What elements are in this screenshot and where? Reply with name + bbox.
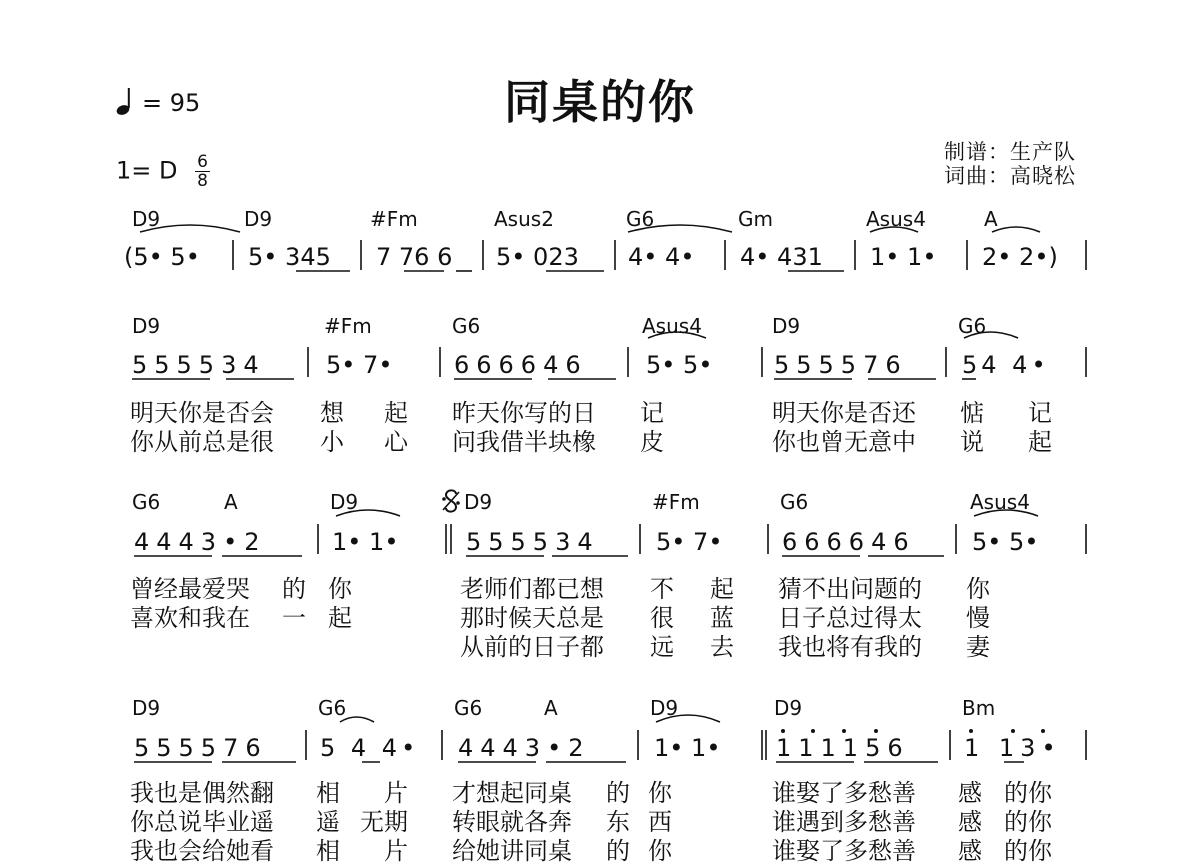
lyric-syllable: 的 <box>606 779 630 807</box>
lyric-syllable: 问我借半块橡 <box>452 428 596 456</box>
lyric-syllable: 明天你是否会 <box>130 399 274 427</box>
arranger-credit: 制谱：生产队 <box>944 140 1076 164</box>
measure: 1• 1• <box>654 734 721 762</box>
lyric-syllable: 很 <box>650 604 674 632</box>
lyric-syllable: 的你 <box>1004 779 1052 807</box>
chord-symbol: G6 <box>626 207 655 231</box>
chord-symbol: D9 <box>464 490 493 514</box>
measure: 555534 <box>132 351 266 379</box>
lyric-syllable: 皮 <box>640 428 664 456</box>
measure: 5• 7• <box>326 351 393 379</box>
lyric-syllable: 无期 <box>360 808 408 836</box>
chord-symbol: Asus4 <box>970 490 1030 514</box>
lyric-syllable: 惦 <box>960 399 984 427</box>
song-title: 同桌的你 <box>504 75 696 129</box>
chord-symbol: G6 <box>958 314 987 338</box>
measure: 5• 345 <box>248 243 331 271</box>
lyric-syllable: 记 <box>640 399 664 427</box>
chord-symbol: D9 <box>650 696 679 720</box>
lyric-syllable: 猜不出问题的 <box>778 575 922 603</box>
lyric-syllable: 老师们都已想 <box>460 575 604 603</box>
chord-symbol: Asus4 <box>642 314 702 338</box>
lyric-syllable: 起 <box>384 399 408 427</box>
chord-symbol: D9 <box>132 314 161 338</box>
time-sig-numerator: 6 <box>197 152 208 172</box>
lyric-syllable: 相 <box>316 779 340 807</box>
lyric-syllable: 想 <box>320 399 344 427</box>
time-sig-denominator: 8 <box>197 171 208 191</box>
lyric-syllable: 一 <box>282 604 306 632</box>
lyric-syllable: 的你 <box>1004 837 1052 865</box>
measure: 5• 5• <box>646 351 713 379</box>
lyric-syllable: 去 <box>710 633 734 661</box>
chord-symbol: G6 <box>454 696 483 720</box>
lyric-syllable: 起 <box>1028 428 1052 456</box>
chord-symbol: Gm <box>738 207 773 231</box>
measure: 111156 <box>776 734 910 762</box>
lyric-syllable: 喜欢和我在 <box>130 604 250 632</box>
chord-symbol: Asus4 <box>866 207 926 231</box>
lyric-syllable: 你也曾无意中 <box>772 428 916 456</box>
key-text: 1= D <box>116 156 178 185</box>
chord-symbol: A <box>984 207 998 231</box>
lyric-syllable: 转眼就各奔 <box>452 808 572 836</box>
lyric-syllable: 我也将有我的 <box>778 633 922 661</box>
lyric-syllable: 说 <box>960 428 984 456</box>
lyric-syllable: 感 <box>958 779 982 807</box>
measure: 666646 <box>454 351 588 379</box>
chord-symbol: D9 <box>330 490 359 514</box>
chord-symbol: #Fm <box>652 490 700 514</box>
lyric-syllable: 从前的日子都 <box>460 633 604 661</box>
lyric-syllable: 蓝 <box>710 604 734 632</box>
measure: 54 4• <box>962 351 1050 379</box>
measure: 2• 2•) <box>982 243 1058 271</box>
lyric-syllable: 你 <box>966 575 990 603</box>
chord-symbol: D9 <box>244 207 273 231</box>
measure: 555576 <box>774 351 908 379</box>
lyric-syllable: 谁遇到多愁善 <box>772 808 916 836</box>
lyric-syllable: 西 <box>648 808 672 836</box>
measure: 555534 <box>466 528 600 556</box>
chord-symbol: #Fm <box>324 314 372 338</box>
lyric-syllable: 你从前总是很 <box>130 428 274 456</box>
measure: 5• 5• <box>972 528 1039 556</box>
lyric-syllable: 你 <box>328 575 352 603</box>
measure: (5• 5• <box>124 243 200 271</box>
measure: 5 4 4• <box>320 734 420 762</box>
lyric-syllable: 的你 <box>1004 808 1052 836</box>
lyric-syllable: 记 <box>1028 399 1052 427</box>
lyric-syllable: 谁娶了多愁善 <box>772 779 916 807</box>
measure: 666646 <box>782 528 916 556</box>
lyric-syllable: 你总说毕业遥 <box>130 808 274 836</box>
measure: 4• 4• <box>628 243 695 271</box>
measure: 1• 1• <box>332 528 399 556</box>
chord-symbol: G6 <box>318 696 347 720</box>
measure: 7 76 6 <box>376 243 453 271</box>
measure: 4443•2 <box>458 734 591 762</box>
lyric-syllable: 片 <box>384 779 408 807</box>
lyric-syllable: 小 <box>320 428 344 456</box>
lyric-syllable: 明天你是否还 <box>772 399 916 427</box>
measure: 1 13• <box>964 734 1062 762</box>
measure: 4443•2 <box>134 528 267 556</box>
lyric-syllable: 日子总过得太 <box>778 604 922 632</box>
chord-symbol: D9 <box>772 314 801 338</box>
measure: 5• 7• <box>656 528 723 556</box>
measure: 4• 431 <box>740 243 823 271</box>
chord-symbol: Bm <box>962 696 996 720</box>
lyric-syllable: 感 <box>958 808 982 836</box>
chord-symbol: G6 <box>452 314 481 338</box>
lyric-syllable: 我也是偶然翻 <box>130 779 274 807</box>
lyric-syllable: 才想起同桌 <box>452 779 572 807</box>
lyric-syllable: 遥 <box>316 808 340 836</box>
lyric-syllable: 慢 <box>966 604 990 632</box>
lyric-syllable: 片 <box>384 837 408 865</box>
measure: 1• 1• <box>870 243 937 271</box>
lyric-syllable: 你 <box>648 779 672 807</box>
lyric-syllable: 起 <box>328 604 352 632</box>
lyric-syllable: 不 <box>650 575 674 603</box>
chord-symbol: G6 <box>132 490 161 514</box>
lyric-syllable: 远 <box>650 633 674 661</box>
tempo-value: = 95 <box>142 89 201 117</box>
lyric-syllable: 昨天你写的日 <box>452 399 596 427</box>
lyric-syllable: 曾经最爱哭 <box>130 575 250 603</box>
lyric-syllable: 感 <box>958 837 982 865</box>
measure: 5• 023 <box>496 243 579 271</box>
lyric-syllable: 我也会给她看 <box>130 837 274 865</box>
chord-symbol: D9 <box>132 696 161 720</box>
chord-symbol: D9 <box>132 207 161 231</box>
composer-credit: 词曲：高晓松 <box>944 164 1076 188</box>
lyric-syllable: 你 <box>648 837 672 865</box>
chord-symbol: Asus2 <box>494 207 554 231</box>
lyric-syllable: 那时候天总是 <box>460 604 604 632</box>
lyric-syllable: 给她讲同桌 <box>452 837 572 865</box>
chord-symbol: G6 <box>780 490 809 514</box>
lyric-syllable: 东 <box>606 808 630 836</box>
lyric-syllable: 心 <box>384 428 408 456</box>
chord-symbol: D9 <box>774 696 803 720</box>
chord-symbol: A <box>224 490 238 514</box>
lyric-syllable: 谁娶了多愁善 <box>772 837 916 865</box>
lyric-syllable: 的 <box>282 575 306 603</box>
lyric-syllable: 起 <box>710 575 734 603</box>
chord-symbol: A <box>544 696 558 720</box>
lyric-syllable: 妻 <box>966 633 990 661</box>
chord-symbol: #Fm <box>370 207 418 231</box>
lyric-syllable: 的 <box>606 837 630 865</box>
measure: 555576 <box>134 734 268 762</box>
lyric-syllable: 相 <box>316 837 340 865</box>
